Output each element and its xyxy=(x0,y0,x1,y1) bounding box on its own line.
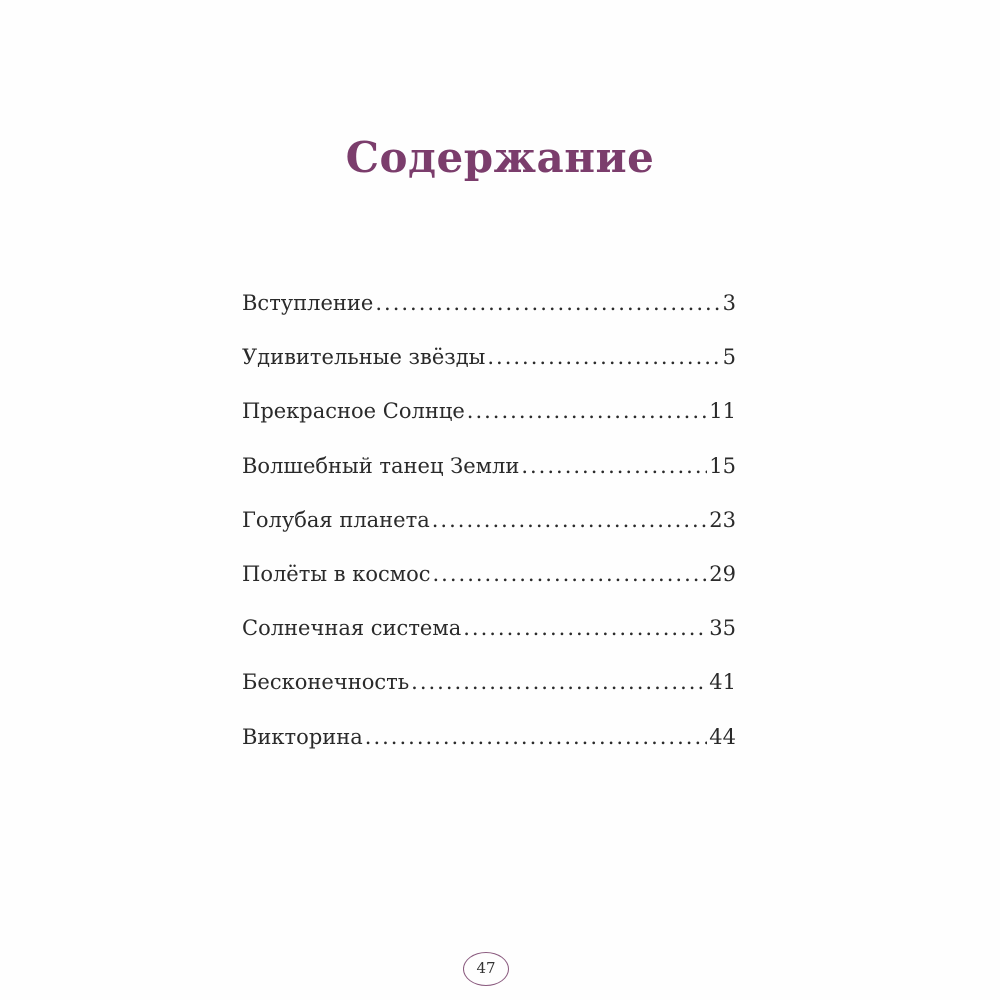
toc-entry xyxy=(242,547,736,601)
toc-dot-leader xyxy=(375,276,720,330)
toc-entry-title: Полёты в космос xyxy=(242,561,431,586)
toc-entry xyxy=(242,710,736,764)
toc-entry-title: Вступление xyxy=(242,291,374,315)
toc-entry-title: Прекрасное Солнце xyxy=(242,399,465,424)
toc-entry-page: 11 xyxy=(709,399,736,424)
page-title: Содержание xyxy=(345,133,655,182)
toc-dot-leader xyxy=(411,655,707,709)
toc-dot-leader xyxy=(432,493,708,547)
toc-entry-page: 15 xyxy=(709,453,736,478)
toc-entry xyxy=(242,276,736,330)
toc-entry-title: Голубая планета xyxy=(242,507,430,532)
toc-entry-page: 3 xyxy=(722,291,736,315)
toc-entry-title: Волшебный танец Земли xyxy=(242,453,520,478)
toc-dot-leader xyxy=(433,547,708,601)
toc-entry-page: 23 xyxy=(709,507,736,532)
toc-dot-leader xyxy=(521,439,707,493)
table-of-contents xyxy=(242,276,736,764)
toc-entry-page: 29 xyxy=(709,561,736,586)
page-number: 47 xyxy=(476,959,496,977)
toc-entry xyxy=(242,439,736,493)
toc-dot-leader xyxy=(487,330,720,384)
page-number-badge xyxy=(463,952,509,986)
toc-dot-leader xyxy=(463,601,707,655)
toc-entry xyxy=(242,655,736,709)
toc-entry-page: 41 xyxy=(709,670,736,695)
toc-entry xyxy=(242,601,736,655)
toc-entry-title: Викторина xyxy=(242,724,363,749)
toc-dot-leader xyxy=(365,710,707,764)
toc-dot-leader xyxy=(467,384,708,438)
toc-entry-page: 5 xyxy=(722,345,736,370)
toc-entry-page: 44 xyxy=(709,724,736,749)
toc-entry xyxy=(242,493,736,547)
toc-entry-title: Удивительные звёзды xyxy=(242,345,486,370)
toc-entry-page: 35 xyxy=(709,616,736,641)
toc-entry-title: Бесконечность xyxy=(242,670,410,695)
toc-entry xyxy=(242,384,736,438)
toc-entry-title: Солнечная система xyxy=(242,616,462,641)
toc-entry xyxy=(242,330,736,384)
